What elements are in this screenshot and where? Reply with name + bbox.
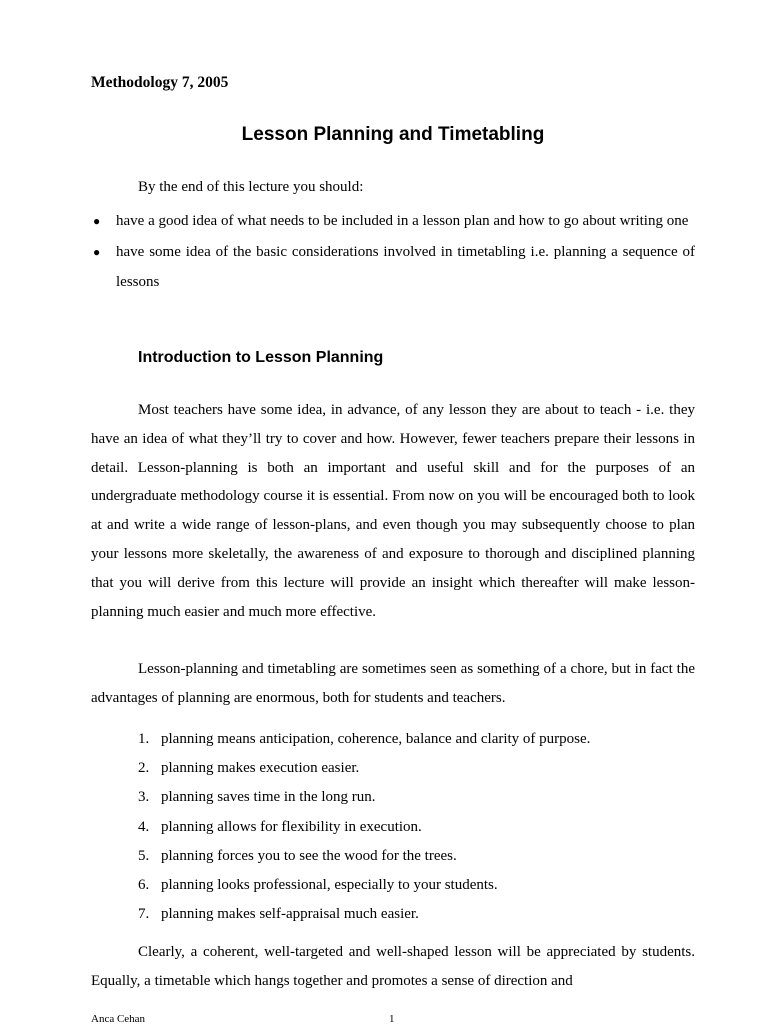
objective-text: have some idea of the basic considerations involved in timetabling i.e. planning a sequence of lessons (116, 243, 695, 290)
list-number: 3. (138, 789, 150, 806)
list-text: planning forces you to see the wood for the trees. (161, 847, 457, 864)
bullet-icon: ● (93, 214, 101, 228)
list-text: planning looks professional, especially to your students. (161, 877, 498, 894)
objective-text: have a good idea of what needs to be included in a lesson plan and how to go about writing one (116, 213, 689, 229)
list-item (138, 783, 590, 812)
list-text: planning allows for flexibility in execution. (161, 818, 422, 835)
objective-item (91, 237, 695, 298)
list-number: 5. (138, 847, 150, 864)
page-title: Lesson Planning and Timetabling (241, 124, 545, 145)
objectives-intro: By the end of this lecture you should: (138, 179, 364, 195)
course-label: Methodology 7, 2005 (91, 74, 229, 91)
objective-item (91, 206, 695, 237)
list-text: planning makes self-appraisal much easier. (161, 906, 419, 923)
list-item (138, 842, 590, 871)
list-item (138, 813, 590, 842)
list-text: planning makes execution easier. (161, 760, 360, 777)
list-item (138, 754, 590, 783)
advantages-list (138, 725, 590, 929)
body-paragraph: Clearly, a coherent, well-targeted and well-shaped lesson will be appreciated by students. Equally, a timetable which hangs together and promotes a sense of direction and (91, 944, 695, 989)
footer-author: Anca Cehan (91, 1013, 146, 1025)
list-number: 2. (138, 760, 150, 777)
list-text: planning means anticipation, coherence, balance and clarity of purpose. (161, 731, 591, 747)
list-number: 1. (138, 731, 150, 747)
bullet-icon: ● (93, 244, 101, 259)
list-item (138, 900, 590, 929)
list-number: 6. (138, 877, 150, 894)
list-item (138, 725, 590, 754)
list-item (138, 871, 590, 900)
list-text: planning saves time in the long run. (161, 789, 376, 806)
section-heading: Introduction to Lesson Planning (138, 349, 384, 366)
body-paragraph: Lesson-planning and timetabling are sometimes seen as something of a chore, but in fact the advantages of planning are enormous, both for students and teachers. (91, 661, 695, 706)
list-number: 4. (138, 818, 150, 835)
list-number: 7. (138, 906, 150, 923)
page-number: 1 (389, 1013, 395, 1025)
body-paragraph: Most teachers have some idea, in advance, of any lesson they are about to teach - i.e. they have an idea of what they’ll try to cover and how. However, fewer teachers prepare their lessons in detail. Lesson-planning is both an important and useful skill and for the purposes of an undergraduate methodology course it is essential. From now on you will be encouraged both to look at and write a wide range of lesson-plans, and even though you may subsequently choose to plan your lessons more skeletally, the awareness of and exposure to thorough and disciplined planning that you will derive from this lecture will provide an insight which thereafter will make lesson-planning much easier and much more effective. (91, 402, 695, 620)
objectives-list (91, 206, 695, 298)
